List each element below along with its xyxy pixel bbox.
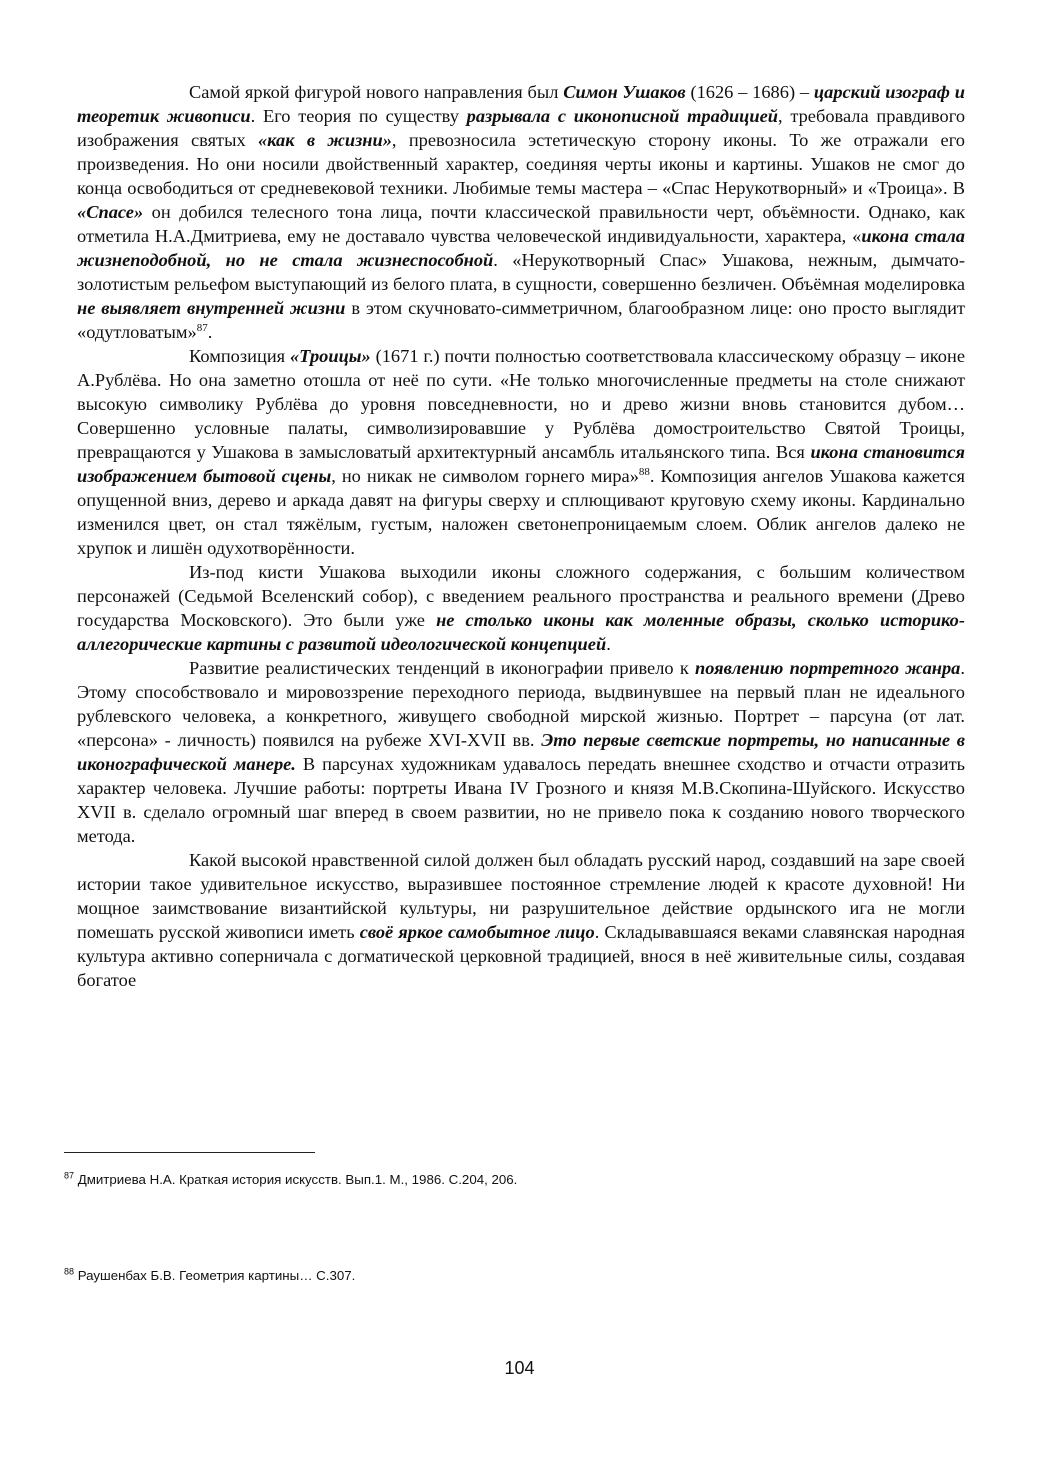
- page-body: [77, 80, 965, 992]
- emphasis-text: царский изограф и теоретик живописи: [77, 82, 965, 126]
- text-run: , требовала правдивого изображения святых: [77, 106, 966, 150]
- emphasis-text: не выявляет внутренней жизни: [77, 298, 346, 318]
- text-run: в этом скучновато-симметричном, благообразном лице: оно просто выглядит «одутловатым»: [77, 298, 965, 342]
- text-run: Какой высокой нравственной силой должен был обладать русский народ, создавший на заре своей истории такое удивительное искусство, выразившее постоянное стремление людей к красоте духовной! Ни мощное заимствование византийской культуры, ни разрушительное действие ордынского ига не могли помешать русской живописи иметь: [77, 850, 965, 942]
- paragraph: [77, 344, 965, 560]
- paragraph: [77, 656, 965, 848]
- emphasis-text: «как в жизни»: [257, 130, 392, 150]
- emphasis-text: Это первые светские портреты, но написанные в иконографической манере.: [77, 730, 965, 774]
- text-run: . Складывавшаяся веками славянская народная культура активно соперничала с догматической церковной традицией, внося в неё живительные силы, создавая богатое: [77, 922, 966, 990]
- text-run: . Композиция ангелов Ушакова кажется опущенной вниз, дерево и аркада давят на фигуры сверху и сплющивают круговую схему иконы. Кардинально изменился цвет, он стал тяжёлым, густым, наложен светонепроницаемым слоем. Облик ангелов далеко не хрупок и лишён одухотворённости.: [77, 466, 965, 558]
- footnote-mark: 88: [64, 1266, 75, 1277]
- text-run: (1671 г.) почти полностью соответствовала классическому образцу – иконе А.Рублёва. Но она заметно отошла от неё по сути. «Не только многочисленные предметы на столе снижают высокую символику Рублёва до уровня повседневности, но и древо жизни вновь становится дубом… Совершенно условные палаты, символизировавшие у Рублёва домостроительство Святой Троицы, превращаются у Ушакова в замысловатый архитектурный ансамбль итальянского типа. Вся: [77, 346, 966, 462]
- text-run: (1626 – 1686) –: [685, 82, 814, 102]
- emphasis-text: «Троицы»: [289, 346, 371, 366]
- footnote-87: [64, 1172, 517, 1187]
- text-run: .: [207, 322, 213, 342]
- footnote-ref: 87: [196, 321, 208, 334]
- footnote-ref: 88: [638, 465, 650, 478]
- emphasis-text: Симон Ушаков: [563, 82, 686, 102]
- emphasis-text: своё яркое самобытное лицо: [359, 922, 595, 942]
- text-run: Развитие реалистических тенденций в иконографии привело к: [189, 658, 695, 678]
- paragraph: [77, 848, 965, 992]
- emphasis-text: икона становится изображением бытовой сцены: [77, 442, 965, 486]
- emphasis-text: появлению портретного жанра: [695, 658, 961, 678]
- paragraph: [77, 560, 965, 656]
- footnote-separator: [64, 1152, 315, 1153]
- footnote-text: Дмитриева Н.А. Краткая история искусств. Вып.1. М., 1986. С.204, 206.: [74, 1172, 518, 1187]
- emphasis-text: «Спасе»: [77, 202, 144, 222]
- text-run: . Этому способствовало и мировоззрение переходного периода, выдвинувшее на первый план не идеального рублевского человека, а конкретного, живущего свободной мирской жизнью. Портрет – парсуна (от лат. «персона» - личность) появился на рубеже XVI-XVII вв.: [77, 658, 965, 750]
- emphasis-text: не столько иконы как моленные образы, сколько историко-аллегорические картины с развитой идеологической концепцией: [77, 610, 965, 654]
- text-run: . Его теория по существу: [250, 106, 467, 126]
- text-run: В парсунах художникам удавалось передать внешнее сходство и отчасти отразить характер человека. Лучшие работы: портреты Ивана IV Грозного и князя М.В.Скопина-Шуйского. Искусство XVII в. сделало огромный шаг вперед в своем развитии, но не привело пока к созданию нового творческого метода.: [77, 754, 965, 846]
- text-run: .: [606, 634, 611, 654]
- footnote-text: Раушенбах Б.В. Геометрия картины… С.307.: [74, 1268, 356, 1283]
- text-run: , но никак не символом горнего мира»: [331, 466, 639, 486]
- footnote-88: [64, 1268, 355, 1283]
- text-run: Композиция: [189, 346, 290, 366]
- text-run: , превозносила эстетическую сторону иконы. То же отражали его произведения. Но они носили двойственный характер, соединяя черты иконы и картины. Ушаков не смог до конца освободиться от средневековой техники. Любимые темы мастера – «Спас Нерукотворный» и «Троица». В: [77, 130, 965, 198]
- text-run: Самой яркой фигурой нового направления был: [189, 82, 564, 102]
- page-number: 104: [504, 1358, 535, 1378]
- text-run: . «Нерукотворный Спас» Ушакова, нежным, дымчато-золотистым рельефом выступающий из белого плата, в сущности, совершенно безличен. Объёмная моделировка: [77, 250, 965, 294]
- emphasis-text: разрывала с иконописной традицией: [466, 106, 779, 126]
- paragraph: [77, 80, 965, 344]
- emphasis-text: икона стала жизнеподобной, но не стала жизнеспособной: [77, 226, 965, 270]
- text-run: Из-под кисти Ушакова выходили иконы сложного содержания, с большим количеством персонажей (Седьмой Вселенский собор), с введением реального пространства и реального времени (Древо государства Московского). Это были уже: [77, 562, 965, 630]
- footnote-mark: 87: [64, 1170, 75, 1181]
- text-run: он добился телесного тона лица, почти классической правильности черт, объёмности. Однако, как отметила Н.А.Дмитриева, ему не доставало чувства человеческой индивидуальности, характера, «: [77, 202, 965, 246]
